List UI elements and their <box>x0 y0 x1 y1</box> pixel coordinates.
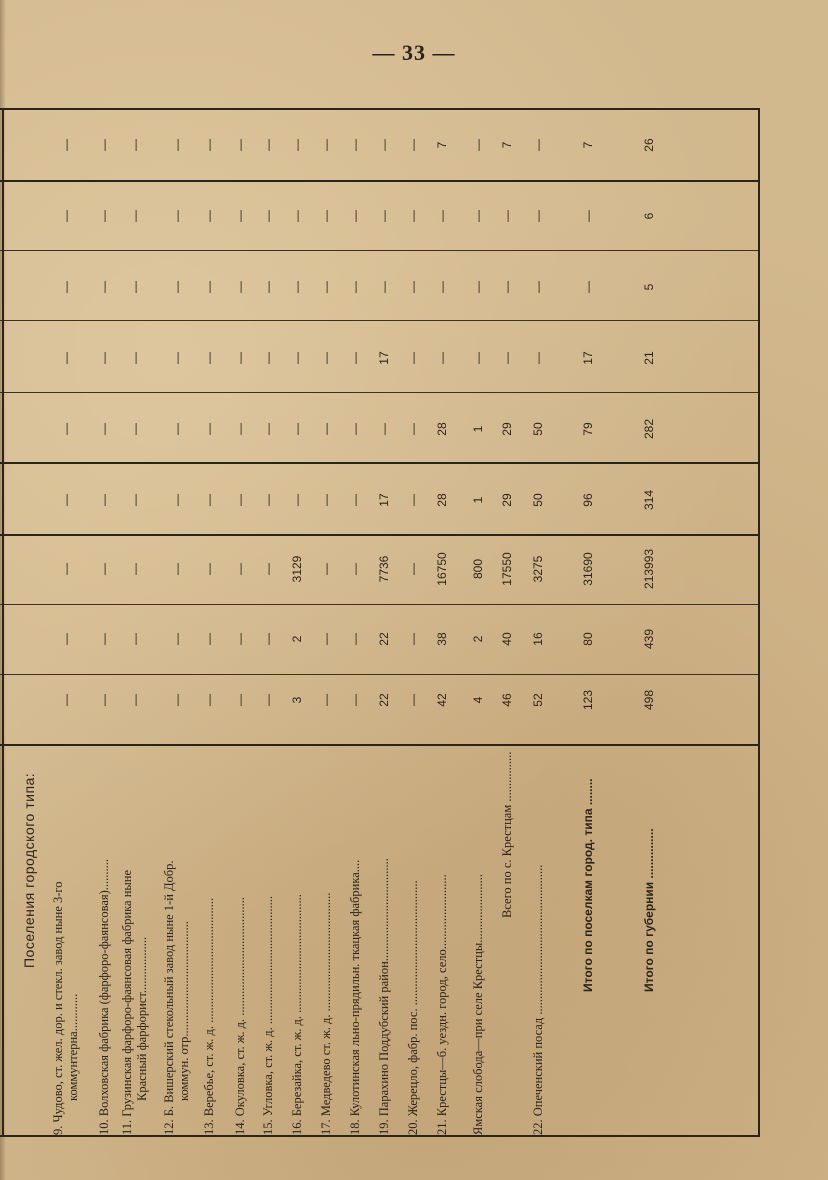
table-cell: — <box>319 281 333 293</box>
table-cell: 17 <box>377 493 391 507</box>
table-cell: — <box>500 352 514 364</box>
table-cell: — <box>202 694 216 706</box>
table-cell: — <box>233 694 247 706</box>
table-cell: — <box>377 139 391 151</box>
table-cell: 52 <box>531 693 545 707</box>
table-cell: 282 <box>642 418 656 440</box>
table-cell: — <box>290 281 304 293</box>
table-cell: — <box>261 563 275 575</box>
table-cell: — <box>531 281 545 293</box>
table-cell: — <box>406 352 420 364</box>
table-cell: — <box>319 694 333 706</box>
row-label-line: Б. Вишерский стекольный завод ныне 1-й Добр. <box>162 860 176 1117</box>
table-cell: — <box>471 139 485 151</box>
table-cell: 29 <box>500 422 514 436</box>
table-cell: — <box>290 210 304 222</box>
table-cell: — <box>435 352 449 364</box>
row-number: 10. <box>97 1116 111 1135</box>
table-cell: — <box>202 494 216 506</box>
table-cell: — <box>348 694 362 706</box>
table-cell: 1 <box>471 496 485 504</box>
table-cell: — <box>290 494 304 506</box>
table-cell: — <box>170 423 184 435</box>
row-label-line: Всего по с. Крестцам ................ <box>500 751 514 918</box>
table-cell: — <box>319 352 333 364</box>
table-cell: — <box>202 633 216 645</box>
table-cell: — <box>97 423 111 435</box>
table-cell: — <box>233 423 247 435</box>
row-label-line: Волховская фабрика (фарфоро-фаянсовая).......... <box>97 858 111 1117</box>
table-cell: — <box>128 563 142 575</box>
table-cell: 29 <box>500 493 514 507</box>
row-number: 12. <box>162 1116 176 1135</box>
table-cell: — <box>261 633 275 645</box>
table-cell: 6 <box>642 212 656 220</box>
table-cell: 22 <box>377 632 391 646</box>
table-cell: — <box>233 281 247 293</box>
table-cell: 38 <box>435 632 449 646</box>
table-cell: 5 <box>642 283 656 291</box>
row-number: 14. <box>233 1116 247 1135</box>
section-heading: Поселения городского типа: <box>21 772 37 968</box>
row-label <box>500 752 515 918</box>
row-label <box>642 828 657 992</box>
table-cell: — <box>170 281 184 293</box>
row-label-line: Чудово, ст. жел. дор. и стекл. завод ныне 3-го <box>51 881 65 1123</box>
table-cell: — <box>319 139 333 151</box>
row-number: 20. <box>406 1116 420 1135</box>
row-label-line: Веребье, ст. ж. д. ........................................ <box>202 897 216 1117</box>
table-cell: 50 <box>531 493 545 507</box>
table-cell: — <box>348 352 362 364</box>
table-cell: — <box>377 281 391 293</box>
table-cell: 21 <box>642 351 656 365</box>
table-cell: — <box>97 352 111 364</box>
table-cell: 213993 <box>642 548 656 590</box>
table-cell: — <box>406 281 420 293</box>
table-cell: — <box>348 139 362 151</box>
row-label-line: Окуловка, ст. ж. д. ...................................... <box>233 896 247 1117</box>
row-number: 21. <box>435 1116 449 1135</box>
table-cell: — <box>97 494 111 506</box>
row-label-line: Крестцы—б. уездн. город, село........................ <box>435 874 449 1117</box>
table-cell: — <box>531 210 545 222</box>
row-label <box>348 860 363 1135</box>
table-cell: 17 <box>377 351 391 365</box>
table-cell: — <box>233 494 247 506</box>
table-cell: — <box>233 633 247 645</box>
table-cell: — <box>170 139 184 151</box>
table-cell: — <box>128 494 142 506</box>
table-cell: — <box>531 139 545 151</box>
row-label <box>120 870 150 1135</box>
row-label <box>290 894 305 1135</box>
table-cell: 40 <box>500 632 514 646</box>
row-number: 16. <box>290 1116 304 1135</box>
page-number: — 33 — <box>372 40 456 65</box>
table-cell: — <box>500 281 514 293</box>
table-cell: — <box>319 423 333 435</box>
table-cell: — <box>348 281 362 293</box>
table-cell: 22 <box>377 693 391 707</box>
row-label-line: Грузинская фарфоро-фаянсовая фабрика ныне <box>120 869 134 1117</box>
table-cell: — <box>128 694 142 706</box>
table-cell: — <box>170 633 184 645</box>
table-cell: — <box>59 210 73 222</box>
table-cell: — <box>406 494 420 506</box>
table-cell: — <box>290 139 304 151</box>
table-cell: — <box>128 281 142 293</box>
row-label <box>202 898 217 1135</box>
row-label-line: Опеченский посад ................................................ <box>531 864 545 1117</box>
table-cell: — <box>500 210 514 222</box>
table-cell: — <box>261 494 275 506</box>
table-cell: 28 <box>435 422 449 436</box>
table-cell: — <box>233 352 247 364</box>
table-cell: 7 <box>435 141 449 149</box>
table-cell: — <box>261 281 275 293</box>
table-cell: 3129 <box>290 555 304 583</box>
table-cell: — <box>59 494 73 506</box>
table-cell: — <box>406 423 420 435</box>
table-cell: 1 <box>471 425 485 433</box>
table-cell: — <box>128 352 142 364</box>
row-number: 18. <box>348 1116 362 1135</box>
table-cell: — <box>233 563 247 575</box>
table-cell: — <box>581 210 595 222</box>
table-cell: — <box>59 352 73 364</box>
table-cell: 96 <box>581 493 595 507</box>
row-label <box>406 880 421 1135</box>
table-cell: 3 <box>290 696 304 704</box>
table-cell: — <box>348 210 362 222</box>
row-label <box>261 896 276 1135</box>
table-cell: — <box>319 563 333 575</box>
table-cell: — <box>59 423 73 435</box>
table-cell: — <box>471 281 485 293</box>
row-number: 17. <box>319 1116 333 1135</box>
table-cell: — <box>59 281 73 293</box>
table-cell: 2 <box>471 635 485 643</box>
table-cell: 79 <box>581 422 595 436</box>
table-cell: — <box>202 352 216 364</box>
table-cell: — <box>319 494 333 506</box>
table-cell: — <box>348 633 362 645</box>
table-cell: — <box>531 352 545 364</box>
table-cell: 42 <box>435 693 449 707</box>
row-label-line: Медведево ст. ж. д. ...................................... <box>319 892 333 1117</box>
table-cell: — <box>202 139 216 151</box>
table-cell: — <box>319 633 333 645</box>
row-label <box>97 859 112 1135</box>
row-label-line: Парахино Поддубский район................................. <box>377 858 391 1117</box>
table-cell: — <box>59 563 73 575</box>
table-cell: — <box>128 210 142 222</box>
table-cell: — <box>233 139 247 151</box>
table-cell: — <box>97 694 111 706</box>
table-cell: — <box>202 281 216 293</box>
row-label <box>531 865 546 1135</box>
row-label <box>581 778 596 992</box>
table-cell: — <box>261 139 275 151</box>
table-cell: — <box>170 210 184 222</box>
table-cell: — <box>170 352 184 364</box>
table-cell: 16750 <box>435 552 449 586</box>
row-label <box>51 882 81 1136</box>
row-number: 15. <box>261 1116 275 1135</box>
row-label <box>377 858 392 1135</box>
row-label-line: Красный фарфорист.................. <box>135 936 149 1101</box>
table-cell: — <box>97 210 111 222</box>
table-cell: — <box>377 210 391 222</box>
table-cell: 80 <box>581 632 595 646</box>
table-cell: — <box>261 423 275 435</box>
table-cell: — <box>290 423 304 435</box>
row-label-line: коммун. отр..................................... <box>177 920 191 1101</box>
row-label-line: коммунтерна............ <box>66 993 80 1101</box>
table-cell: — <box>170 494 184 506</box>
table-cell: — <box>170 563 184 575</box>
row-label <box>435 874 450 1135</box>
table-cell: — <box>59 633 73 645</box>
row-label-line: Угловка, ст. ж. д. ......................................... <box>261 895 275 1117</box>
table-cell: 2 <box>290 635 304 643</box>
table-cell: 800 <box>471 558 485 580</box>
row-number: 19. <box>377 1116 391 1135</box>
table-cell: — <box>348 563 362 575</box>
table-cell: — <box>202 210 216 222</box>
table-cell: — <box>59 139 73 151</box>
table-cell: 26 <box>642 138 656 152</box>
table-cell: 31690 <box>581 552 595 586</box>
row-label-line: Кулотинская льно-прядильн. ткацкая фабрика.... <box>348 859 362 1117</box>
table-cell: — <box>471 352 485 364</box>
table-cell: 498 <box>642 689 656 711</box>
table-cell: 17550 <box>500 552 514 586</box>
row-label <box>162 860 192 1135</box>
table-cell: 16 <box>531 632 545 646</box>
table-cell: — <box>348 423 362 435</box>
table-cell: 7 <box>581 141 595 149</box>
row-label-line: Итого по поселкам город. типа ........ <box>581 778 595 992</box>
table-cell: — <box>128 633 142 645</box>
table-cell: — <box>290 352 304 364</box>
table-cell: 123 <box>581 689 595 711</box>
table-cell: — <box>128 139 142 151</box>
table-cell: 17 <box>581 351 595 365</box>
row-label-line: Березайка, ст. ж. д. ...................................... <box>290 894 304 1117</box>
table-cell: — <box>170 694 184 706</box>
table-cell: — <box>202 423 216 435</box>
table-cell: — <box>59 694 73 706</box>
row-number: 11. <box>120 1116 134 1135</box>
table-cell: 50 <box>531 422 545 436</box>
table-cell: — <box>261 210 275 222</box>
table-cell: — <box>406 139 420 151</box>
table-cell: — <box>233 210 247 222</box>
table-cell: — <box>319 210 333 222</box>
table-cell: — <box>202 563 216 575</box>
row-label-line: Ямская слобода—при селе Крестцы...................... <box>471 873 485 1135</box>
table-cell: — <box>97 633 111 645</box>
table-cell: — <box>261 694 275 706</box>
table-cell: — <box>406 694 420 706</box>
table-cell: 7 <box>500 141 514 149</box>
row-label <box>471 874 486 1135</box>
table-cell: — <box>128 423 142 435</box>
table-cell: 314 <box>642 489 656 511</box>
table-cell: — <box>581 281 595 293</box>
row-label-line: Жерецло, фабр. пос. ........................................ <box>406 880 420 1117</box>
row-number: 9. <box>51 1122 65 1135</box>
row-label-line: Итого по губернии ............... <box>642 828 656 992</box>
table-cell: 4 <box>471 696 485 704</box>
row-label <box>233 897 248 1135</box>
table-cell: — <box>435 210 449 222</box>
table-cell: — <box>377 423 391 435</box>
table-cell: — <box>435 281 449 293</box>
row-number: 22. <box>531 1116 545 1135</box>
table-cell: — <box>97 563 111 575</box>
table-cell: — <box>97 139 111 151</box>
table-cell: — <box>97 281 111 293</box>
table-cell: 3275 <box>531 555 545 583</box>
table-cell: — <box>348 494 362 506</box>
row-number: 13. <box>202 1116 216 1135</box>
row-label <box>319 893 334 1135</box>
table-cell: 7736 <box>377 555 391 583</box>
table-cell: 28 <box>435 493 449 507</box>
table-cell: — <box>471 210 485 222</box>
table-cell: — <box>406 633 420 645</box>
table-cell: — <box>406 563 420 575</box>
table-cell: — <box>406 210 420 222</box>
table-cell: 439 <box>642 628 656 650</box>
table-cell: — <box>261 352 275 364</box>
table-cell: 46 <box>500 693 514 707</box>
